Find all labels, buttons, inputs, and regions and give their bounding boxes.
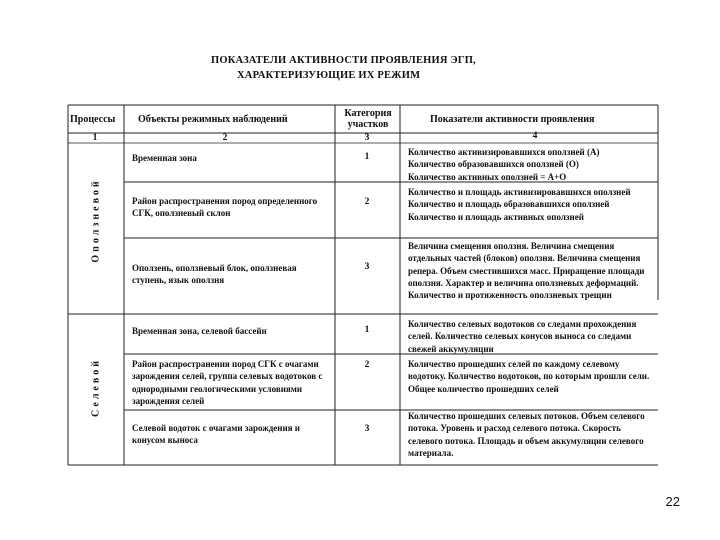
- object-cell: Район распространения пород СГК с очагами зарождения селей, группа селевых водотоков с однородными геологическими условиями зарождения селей: [132, 359, 323, 406]
- col-number-2: 2: [222, 133, 228, 143]
- indicator-line: Величина смещения оползня. Величина смещения отдельных частей (блоков) оползня. Величина смещения репера. Объем сместившихся масс. Приращение площади оползня. Характер и величина оползневых деформаций. Количество и протяженность оползневых трещин: [408, 241, 645, 301]
- indicator-line: Количество и площадь активных оползней: [408, 211, 584, 222]
- object-cell: Временная зона, селевой бассейн: [132, 326, 267, 336]
- indicators-cell: [408, 240, 656, 301]
- header-processes: Процессы: [70, 114, 116, 125]
- indicators-cell: [408, 358, 656, 395]
- object-cell: Район распространения пород определенного СГК, оползневый склон: [132, 196, 318, 219]
- category-cell: 2: [364, 360, 370, 370]
- col-number-1: 1: [92, 133, 98, 143]
- indicator-line: Количество прошедших селей по каждому селевому водотоку. Количество водотоков, по которым прошли сели. Общее количество прошедших селей: [408, 359, 650, 394]
- indicators-cell: [408, 186, 656, 223]
- object-cell: Оползень, оползневый блок, оползневая ступень, язык оползня: [132, 263, 297, 286]
- category-cell: 1: [364, 325, 370, 335]
- indicator-line: Количество и площадь активизировавшихся оползней: [408, 187, 631, 197]
- col-number-3: 3: [364, 133, 370, 143]
- header-indicators: Показатели активности проявления: [430, 114, 595, 125]
- indicator-line: Количество активных оползней = А+О: [408, 171, 567, 182]
- object-cell: Селевой водоток с очагами зарождения и конусом выноса: [132, 423, 300, 446]
- indicators-cell: [408, 318, 656, 355]
- category-cell: 3: [364, 424, 370, 434]
- process-label-mudflow: Селевой: [90, 358, 102, 417]
- indicators-cell: [408, 410, 656, 459]
- category-cell: 3: [364, 262, 370, 272]
- indicator-line: Количество прошедших селевых потоков. Объем селевого потока. Уровень и расход селевого потока. Скорость селевого потока. Площадь и объем аккумуляции селевого материала.: [408, 411, 645, 458]
- header-category: Категория участков: [344, 108, 392, 130]
- indicator-line: Количество активизировавшихся оползней (А): [408, 147, 600, 157]
- category-cell: 2: [364, 197, 370, 207]
- object-cell: Временная зона: [132, 153, 197, 163]
- indicator-line: Количество образовавшихся оползней (О): [408, 159, 579, 170]
- indicators-cell: [408, 146, 656, 183]
- title-line-1: ПОКАЗАТЕЛИ АКТИВНОСТИ ПРОЯВЛЕНИЯ ЭГП,: [211, 55, 476, 66]
- header-objects: Объекты режимных наблюдений: [138, 114, 288, 125]
- page-number: 22: [665, 494, 680, 509]
- category-cell: 1: [364, 152, 370, 162]
- indicator-line: Количество селевых водотоков со следами прохождения селей. Количество селевых конусов выноса со следами свежей аккумуляции: [408, 319, 637, 354]
- process-label-landslide: Оползневой: [90, 178, 102, 263]
- indicator-line: Количество и площадь образовавшихся оползней: [408, 199, 610, 210]
- col-number-4: 4: [532, 131, 538, 141]
- title-line-2: ХАРАКТЕРИЗУЮЩИЕ ИХ РЕЖИМ: [237, 70, 421, 81]
